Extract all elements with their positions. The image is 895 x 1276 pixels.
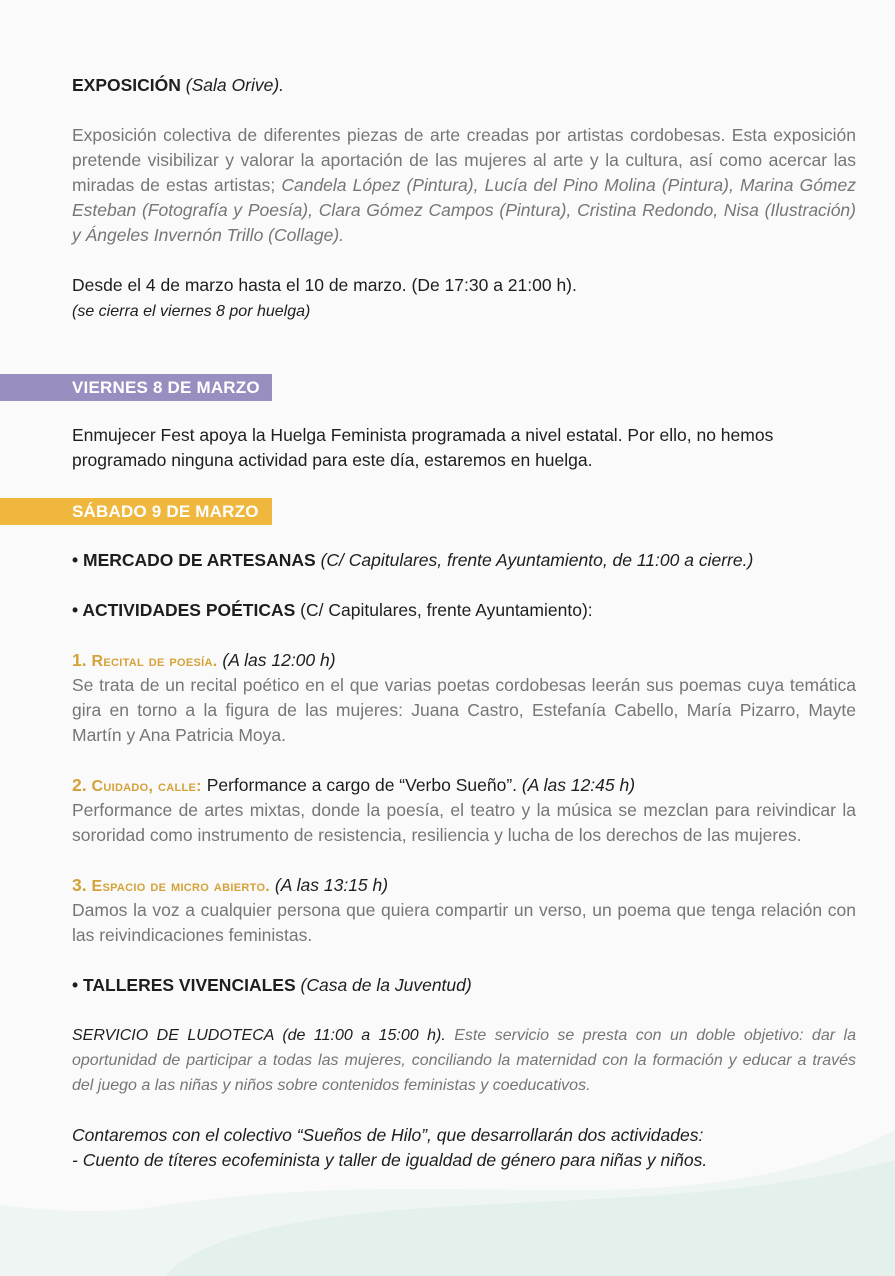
item-2-title: Cuidado, calle:: [91, 778, 202, 795]
exposicion-desc-plain: Exposición colectiva de diferentes piezas de arte creadas por artistas cordobesas. Esta exposición pretende visibilizar y valorar la aportación de las mujeres al arte y la cultura, así como acercar las miradas de estas artistas;: [72, 125, 856, 195]
viernes-text: Enmujecer Fest apoya la Huelga Feminista programada a nivel estatal. Por ello, no hemos programado ninguna actividad para este día, estaremos en huelga.: [72, 425, 774, 470]
exposicion-description: [72, 123, 856, 248]
viernes-header: VIERNES 8 DE MARZO: [0, 374, 272, 401]
item-1-heading: [72, 648, 856, 674]
item-2-time: (A las 12:45 h): [521, 775, 636, 795]
exposicion-dates: Desde el 4 de marzo hasta el 10 de marzo. (De 17:30 a 21:00 h).: [72, 275, 577, 295]
poeticas-line: [72, 598, 856, 623]
item-3-title: Espacio de micro abierto.: [91, 878, 271, 895]
sabado-header: SÁBADO 9 DE MARZO: [0, 498, 272, 525]
poeticas-title: ACTIVIDADES POÉTICAS: [82, 600, 296, 620]
mercado-info: (C/ Capitulares, frente Ayuntamiento, de 11:00 a cierre.): [320, 550, 754, 570]
talleres-bullet: •: [72, 975, 83, 995]
item-1-number: 1.: [72, 650, 87, 670]
item-1-title: Recital de poesía.: [91, 653, 218, 670]
colectivo-line-1: Contaremos con el colectivo “Sueños de Hilo”, que desarrollarán dos actividades:: [72, 1125, 704, 1145]
item-1-time: (A las 12:00 h): [222, 650, 336, 670]
item-3-time: (A las 13:15 h): [274, 875, 389, 895]
item-2-extra: Performance a cargo de “Verbo Sueño”.: [206, 775, 518, 795]
poeticas-info: (C/ Capitulares, frente Ayuntamiento):: [300, 600, 593, 620]
item-1-description: Se trata de un recital poético en el que varias poetas cordobesas leerán sus poemas cuya temática gira en torno a la figura de las mujeres: Juana Castro, Estefanía Cabello, María Pizarro, Mayte Martín y Ana Patricia Moya.: [72, 675, 856, 745]
mercado-title: MERCADO DE ARTESANAS: [83, 550, 316, 570]
exposicion-artists: Candela López (Pintura), Lucía del Pino Molina (Pintura), Marina Gómez Esteban (Fotografía y Poesía), Clara Gómez Campos (Pintura), Cristina Redondo, Nisa (Ilustración) y Ángeles Invernón Trillo (Collage).: [72, 175, 856, 245]
ludoteca-text: Este servicio se presta con un doble objetivo: dar la oportunidad de participar a todas las mujeres, conciliando la maternidad con la formación y educar a través del juego a las niñas y niños sobre contenidos feministas y coeducativos.: [72, 1027, 856, 1094]
talleres-line: [72, 973, 856, 998]
talleres-title: TALLERES VIVENCIALES: [83, 975, 296, 995]
poeticas-bullet: •: [72, 600, 83, 620]
exposicion-closure-note: (se cierra el viernes 8 por huelga): [72, 303, 311, 320]
item-3-heading: [72, 873, 856, 899]
item-2-heading: [72, 773, 856, 799]
mercado-line: [72, 548, 856, 573]
item-2-number: 2.: [72, 775, 87, 795]
exposicion-title: EXPOSICIÓN: [72, 75, 181, 95]
colectivo-line-2: - Cuento de títeres ecofeminista y taller de igualdad de género para niñas y niños.: [72, 1150, 708, 1170]
item-2-description: Performance de artes mixtas, donde la poesía, el teatro y la música se mezclan para reivindicar la sororidad como instrumento de resistencia, resiliencia y lucha de los derechos de las mujeres.: [72, 800, 856, 845]
mercado-bullet: •: [72, 550, 83, 570]
ludoteca-paragraph: [72, 1023, 856, 1098]
exposicion-venue: (Sala Orive).: [185, 75, 285, 95]
ludoteca-lead: SERVICIO DE LUDOTECA (de 11:00 a 15:00 h).: [72, 1027, 446, 1044]
item-3-number: 3.: [72, 875, 87, 895]
talleres-info: (Casa de la Juventud): [300, 975, 472, 995]
exposicion-heading: [72, 73, 856, 98]
item-3-description: Damos la voz a cualquier persona que quiera compartir un verso, un poema que tenga relación con las reivindicaciones feministas.: [72, 900, 856, 945]
